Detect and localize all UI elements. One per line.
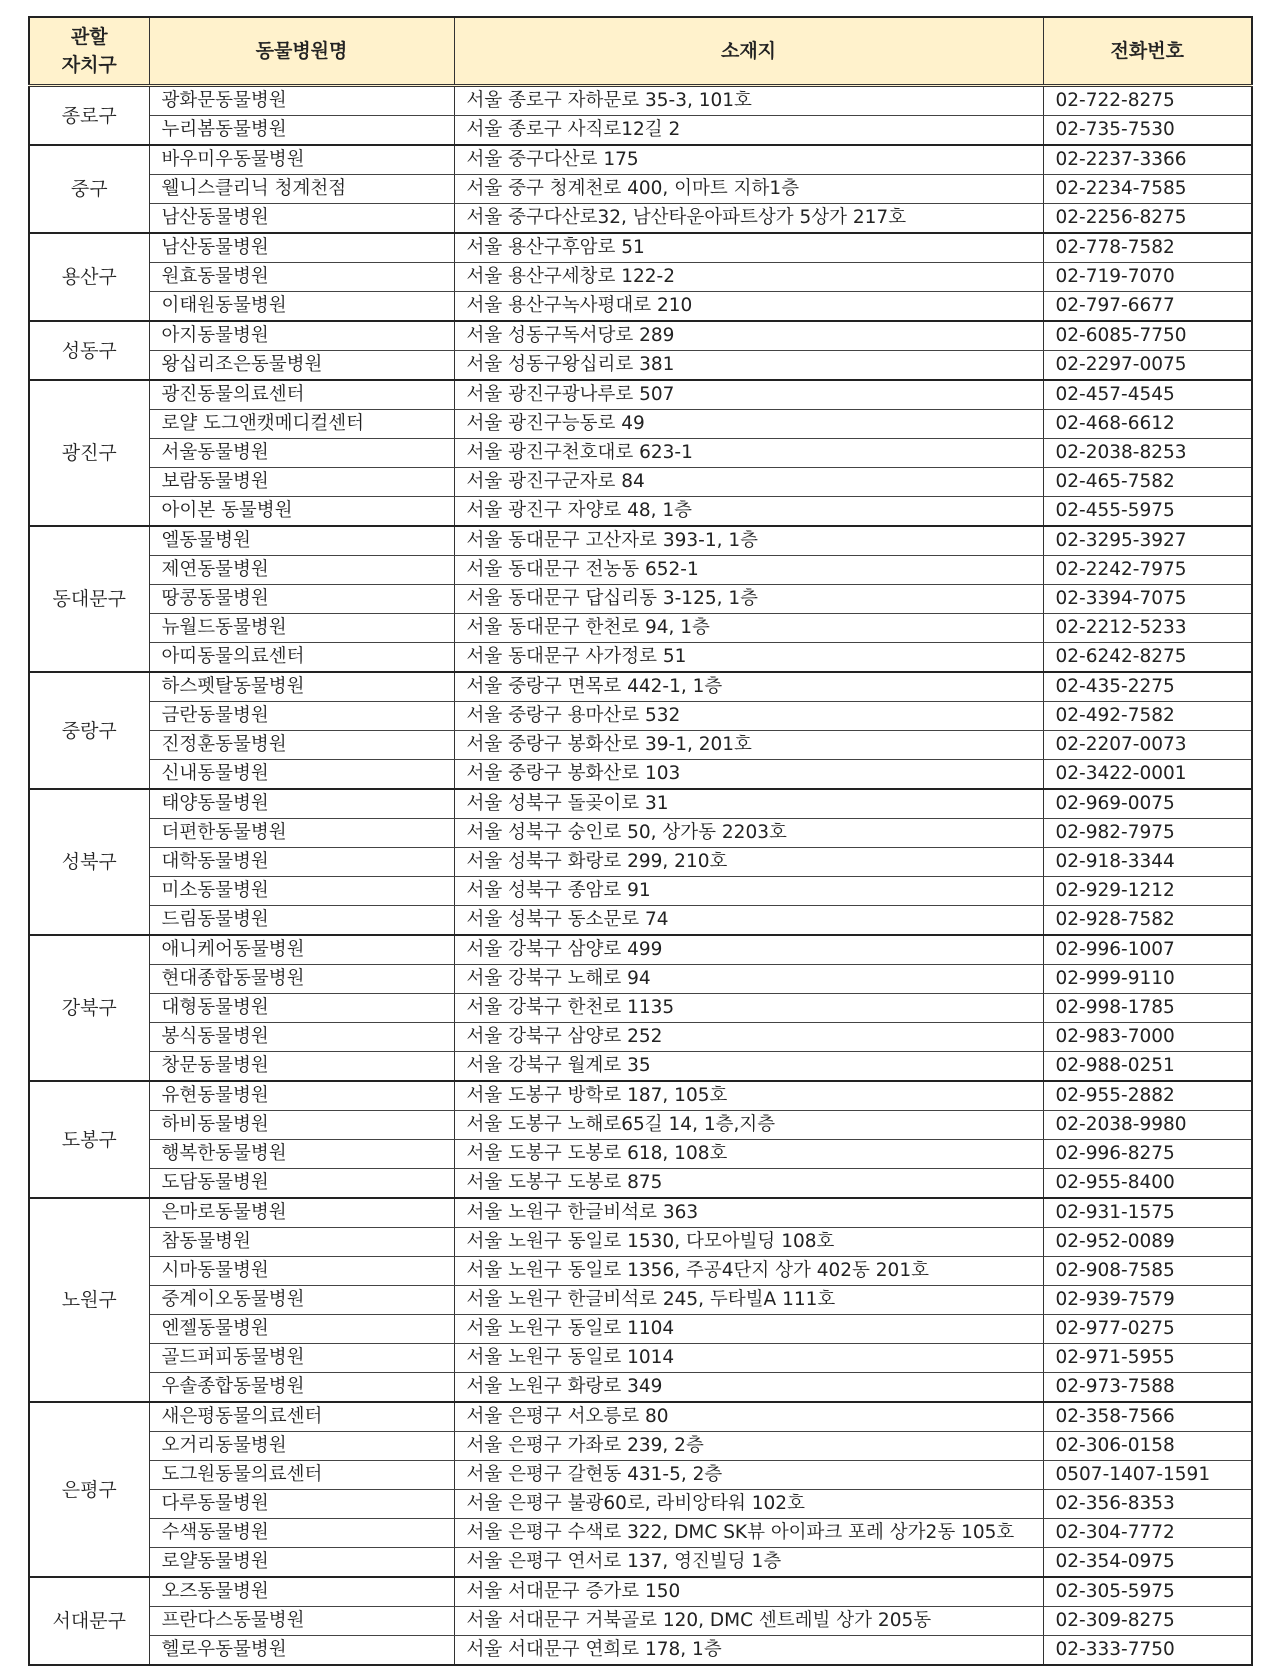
address-cell: 서울 성북구 돌곶이로 31 [454, 789, 1043, 819]
address-cell: 서울 용산구세창로 122-2 [454, 263, 1043, 292]
address-cell: 서울 성동구왕십리로 381 [454, 351, 1043, 381]
address-cell: 서울 중랑구 봉화산로 103 [454, 760, 1043, 790]
phone-cell: 02-969-0075 [1043, 789, 1252, 819]
phone-cell: 02-468-6612 [1043, 410, 1252, 439]
hospital-name-cell: 로얄동물병원 [149, 1548, 454, 1578]
table-row [29, 702, 1252, 731]
address-cell: 서울 성북구 화랑로 299, 210호 [454, 848, 1043, 877]
phone-cell: 02-356-8353 [1043, 1490, 1252, 1519]
address-cell: 서울 성북구 숭인로 50, 상가동 2203호 [454, 819, 1043, 848]
animal-hospital-table [28, 16, 1253, 1666]
table-row [29, 1023, 1252, 1052]
address-cell: 서울 동대문구 한천로 94, 1층 [454, 614, 1043, 643]
hospital-name-cell: 오거리동물병원 [149, 1432, 454, 1461]
table-row [29, 439, 1252, 468]
hospital-name-cell: 유현동물병원 [149, 1081, 454, 1111]
phone-cell: 02-797-6677 [1043, 292, 1252, 322]
table-row [29, 351, 1252, 381]
address-cell: 서울 노원구 한글비석로 363 [454, 1198, 1043, 1228]
phone-cell: 02-998-1785 [1043, 994, 1252, 1023]
hospital-name-cell: 보람동물병원 [149, 468, 454, 497]
district-cell: 강북구 [29, 935, 149, 1081]
phone-cell: 02-6085-7750 [1043, 321, 1252, 351]
table-row [29, 468, 1252, 497]
hospital-name-cell: 미소동물병원 [149, 877, 454, 906]
phone-cell: 02-305-5975 [1043, 1577, 1252, 1607]
address-cell: 서울 성북구 종암로 91 [454, 877, 1043, 906]
table-row [29, 233, 1252, 263]
hospital-name-cell: 땅콩동물병원 [149, 585, 454, 614]
district-cell: 동대문구 [29, 526, 149, 672]
phone-cell: 02-2242-7975 [1043, 556, 1252, 585]
district-cell: 중구 [29, 145, 149, 233]
address-cell: 서울 동대문구 전농동 652-1 [454, 556, 1043, 585]
address-cell: 서울 광진구군자로 84 [454, 468, 1043, 497]
hospital-name-cell: 남산동물병원 [149, 204, 454, 234]
address-cell: 서울 서대문구 거북골로 120, DMC 센트레빌 상가 205동 [454, 1607, 1043, 1636]
table-row [29, 556, 1252, 585]
table-row [29, 497, 1252, 527]
district-cell: 서대문구 [29, 1577, 149, 1665]
address-cell: 서울 광진구광나루로 507 [454, 380, 1043, 410]
table-row [29, 1432, 1252, 1461]
phone-cell: 02-304-7772 [1043, 1519, 1252, 1548]
phone-cell: 02-722-8275 [1043, 86, 1252, 116]
table-row [29, 292, 1252, 322]
phone-cell: 02-6242-8275 [1043, 643, 1252, 673]
phone-cell: 02-778-7582 [1043, 233, 1252, 263]
district-cell: 은평구 [29, 1402, 149, 1577]
table-row [29, 1607, 1252, 1636]
address-cell: 서울 중랑구 면목로 442-1, 1층 [454, 672, 1043, 702]
hospital-name-cell: 은마로동물병원 [149, 1198, 454, 1228]
address-cell: 서울 강북구 한천로 1135 [454, 994, 1043, 1023]
hospital-name-cell: 현대종합동물병원 [149, 965, 454, 994]
address-cell: 서울 강북구 월계로 35 [454, 1052, 1043, 1082]
phone-cell: 02-354-0975 [1043, 1548, 1252, 1578]
address-cell: 서울 노원구 화랑로 349 [454, 1373, 1043, 1403]
header-row [29, 17, 1252, 86]
hospital-name-cell: 광화문동물병원 [149, 86, 454, 116]
hospital-name-cell: 바우미우동물병원 [149, 145, 454, 175]
header-hospital-name: 동물병원명 [149, 17, 454, 86]
table-row [29, 848, 1252, 877]
table-row [29, 1519, 1252, 1548]
address-cell: 서울 성북구 동소문로 74 [454, 906, 1043, 936]
address-cell: 서울 용산구녹사평대로 210 [454, 292, 1043, 322]
hospital-name-cell: 엘동물병원 [149, 526, 454, 556]
hospital-name-cell: 시마동물병원 [149, 1257, 454, 1286]
table-row [29, 1344, 1252, 1373]
address-cell: 서울 성동구독서당로 289 [454, 321, 1043, 351]
table-row [29, 1286, 1252, 1315]
hospital-name-cell: 진정훈동물병원 [149, 731, 454, 760]
address-cell: 서울 은평구 수색로 322, DMC SK뷰 아이파크 포레 상가2동 105호 [454, 1519, 1043, 1548]
table-row [29, 1402, 1252, 1432]
address-cell: 서울 중구다산로 175 [454, 145, 1043, 175]
hospital-name-cell: 원효동물병원 [149, 263, 454, 292]
district-cell: 성북구 [29, 789, 149, 935]
table-row [29, 175, 1252, 204]
table-row [29, 965, 1252, 994]
phone-cell: 02-333-7750 [1043, 1636, 1252, 1666]
table-row [29, 819, 1252, 848]
address-cell: 서울 노원구 동일로 1014 [454, 1344, 1043, 1373]
address-cell: 서울 종로구 자하문로 35-3, 101호 [454, 86, 1043, 116]
address-cell: 서울 노원구 동일로 1530, 다모아빌딩 108호 [454, 1228, 1043, 1257]
address-cell: 서울 광진구능동로 49 [454, 410, 1043, 439]
district-cell: 중랑구 [29, 672, 149, 789]
hospital-name-cell: 아띠동물의료센터 [149, 643, 454, 673]
hospital-name-cell: 대학동물병원 [149, 848, 454, 877]
hospital-name-cell: 새은평동물의료센터 [149, 1402, 454, 1432]
address-cell: 서울 광진구 자양로 48, 1층 [454, 497, 1043, 527]
address-cell: 서울 용산구후암로 51 [454, 233, 1043, 263]
table-row [29, 672, 1252, 702]
address-cell: 서울 동대문구 사가정로 51 [454, 643, 1043, 673]
hospital-name-cell: 뉴월드동물병원 [149, 614, 454, 643]
phone-cell: 02-465-7582 [1043, 468, 1252, 497]
phone-cell: 02-955-2882 [1043, 1081, 1252, 1111]
phone-cell: 02-492-7582 [1043, 702, 1252, 731]
hospital-name-cell: 수색동물병원 [149, 1519, 454, 1548]
hospital-name-cell: 하스펫탈동물병원 [149, 672, 454, 702]
phone-cell: 02-358-7566 [1043, 1402, 1252, 1432]
table-row [29, 321, 1252, 351]
table-row [29, 1081, 1252, 1111]
address-cell: 서울 중랑구 봉화산로 39-1, 201호 [454, 731, 1043, 760]
phone-cell: 02-719-7070 [1043, 263, 1252, 292]
phone-cell: 02-3394-7075 [1043, 585, 1252, 614]
district-cell: 용산구 [29, 233, 149, 321]
hospital-name-cell: 이태원동물병원 [149, 292, 454, 322]
table-row [29, 1169, 1252, 1199]
phone-cell: 02-2207-0073 [1043, 731, 1252, 760]
phone-cell: 02-306-0158 [1043, 1432, 1252, 1461]
table-body [29, 86, 1252, 1666]
phone-cell: 02-735-7530 [1043, 116, 1252, 146]
hospital-name-cell: 서울동물병원 [149, 439, 454, 468]
phone-cell: 02-457-4545 [1043, 380, 1252, 410]
address-cell: 서울 강북구 삼양로 252 [454, 1023, 1043, 1052]
address-cell: 서울 중랑구 용마산로 532 [454, 702, 1043, 731]
table-row [29, 1257, 1252, 1286]
hospital-table-wrapper [28, 16, 1253, 1666]
address-cell: 서울 노원구 동일로 1356, 주공4단지 상가 402동 201호 [454, 1257, 1043, 1286]
header-district: 관할 자치구 [29, 17, 149, 86]
table-row [29, 1461, 1252, 1490]
phone-cell: 02-977-0275 [1043, 1315, 1252, 1344]
hospital-name-cell: 더편한동물병원 [149, 819, 454, 848]
phone-cell: 02-955-8400 [1043, 1169, 1252, 1199]
table-row [29, 1228, 1252, 1257]
table-row [29, 1111, 1252, 1140]
hospital-name-cell: 골드퍼피동물병원 [149, 1344, 454, 1373]
table-header [29, 17, 1252, 86]
hospital-name-cell: 도담동물병원 [149, 1169, 454, 1199]
phone-cell: 02-435-2275 [1043, 672, 1252, 702]
phone-cell: 02-973-7588 [1043, 1373, 1252, 1403]
header-phone: 전화번호 [1043, 17, 1252, 86]
table-row [29, 204, 1252, 234]
hospital-name-cell: 헬로우동물병원 [149, 1636, 454, 1666]
table-row [29, 1636, 1252, 1666]
header-address: 소재지 [454, 17, 1043, 86]
hospital-name-cell: 중계이오동물병원 [149, 1286, 454, 1315]
address-cell: 서울 강북구 노해로 94 [454, 965, 1043, 994]
phone-cell: 02-3422-0001 [1043, 760, 1252, 790]
table-row [29, 1490, 1252, 1519]
address-cell: 서울 도봉구 노해로65길 14, 1층,지층 [454, 1111, 1043, 1140]
hospital-name-cell: 도그원동물의료센터 [149, 1461, 454, 1490]
phone-cell: 02-2234-7585 [1043, 175, 1252, 204]
hospital-name-cell: 프란다스동물병원 [149, 1607, 454, 1636]
phone-cell: 02-455-5975 [1043, 497, 1252, 527]
address-cell: 서울 도봉구 도봉로 875 [454, 1169, 1043, 1199]
address-cell: 서울 동대문구 고산자로 393-1, 1층 [454, 526, 1043, 556]
hospital-name-cell: 아이본 동물병원 [149, 497, 454, 527]
phone-cell: 02-928-7582 [1043, 906, 1252, 936]
table-row [29, 760, 1252, 790]
table-row [29, 1577, 1252, 1607]
table-row [29, 731, 1252, 760]
address-cell: 서울 도봉구 도봉로 618, 108호 [454, 1140, 1043, 1169]
hospital-name-cell: 드림동물병원 [149, 906, 454, 936]
hospital-name-cell: 아지동물병원 [149, 321, 454, 351]
hospital-name-cell: 행복한동물병원 [149, 1140, 454, 1169]
table-row [29, 1198, 1252, 1228]
hospital-name-cell: 참동물병원 [149, 1228, 454, 1257]
hospital-name-cell: 신내동물병원 [149, 760, 454, 790]
phone-cell: 02-988-0251 [1043, 1052, 1252, 1082]
phone-cell: 02-2212-5233 [1043, 614, 1252, 643]
phone-cell: 02-999-9110 [1043, 965, 1252, 994]
district-cell: 광진구 [29, 380, 149, 526]
address-cell: 서울 광진구천호대로 623-1 [454, 439, 1043, 468]
phone-cell: 02-939-7579 [1043, 1286, 1252, 1315]
address-cell: 서울 은평구 갈현동 431-5, 2층 [454, 1461, 1043, 1490]
address-cell: 서울 서대문구 연희로 178, 1층 [454, 1636, 1043, 1666]
hospital-name-cell: 광진동물의료센터 [149, 380, 454, 410]
hospital-name-cell: 봉식동물병원 [149, 1023, 454, 1052]
table-row [29, 935, 1252, 965]
address-cell: 서울 도봉구 방학로 187, 105호 [454, 1081, 1043, 1111]
hospital-name-cell: 오즈동물병원 [149, 1577, 454, 1607]
address-cell: 서울 강북구 삼양로 499 [454, 935, 1043, 965]
hospital-name-cell: 태양동물병원 [149, 789, 454, 819]
hospital-name-cell: 제연동물병원 [149, 556, 454, 585]
table-row [29, 1548, 1252, 1578]
address-cell: 서울 노원구 동일로 1104 [454, 1315, 1043, 1344]
phone-cell: 02-309-8275 [1043, 1607, 1252, 1636]
table-row [29, 643, 1252, 673]
address-cell: 서울 중구 청계천로 400, 이마트 지하1층 [454, 175, 1043, 204]
hospital-name-cell: 하비동물병원 [149, 1111, 454, 1140]
phone-cell: 02-2237-3366 [1043, 145, 1252, 175]
hospital-name-cell: 우솔종합동물병원 [149, 1373, 454, 1403]
table-row [29, 86, 1252, 116]
phone-cell: 02-2256-8275 [1043, 204, 1252, 234]
hospital-name-cell: 로얄 도그앤캣메디컬센터 [149, 410, 454, 439]
phone-cell: 02-3295-3927 [1043, 526, 1252, 556]
address-cell: 서울 서대문구 증가로 150 [454, 1577, 1043, 1607]
address-cell: 서울 은평구 서오릉로 80 [454, 1402, 1043, 1432]
phone-cell: 02-971-5955 [1043, 1344, 1252, 1373]
hospital-name-cell: 남산동물병원 [149, 233, 454, 263]
table-row [29, 1140, 1252, 1169]
district-cell: 노원구 [29, 1198, 149, 1402]
phone-cell: 02-908-7585 [1043, 1257, 1252, 1286]
table-row [29, 263, 1252, 292]
table-row [29, 1315, 1252, 1344]
table-row [29, 380, 1252, 410]
phone-cell: 02-983-7000 [1043, 1023, 1252, 1052]
table-row [29, 145, 1252, 175]
hospital-name-cell: 창문동물병원 [149, 1052, 454, 1082]
phone-cell: 02-931-1575 [1043, 1198, 1252, 1228]
address-cell: 서울 은평구 불광60로, 라비앙타워 102호 [454, 1490, 1043, 1519]
address-cell: 서울 은평구 연서로 137, 영진빌딩 1층 [454, 1548, 1043, 1578]
address-cell: 서울 은평구 가좌로 239, 2층 [454, 1432, 1043, 1461]
hospital-name-cell: 왕십리조은동물병원 [149, 351, 454, 381]
phone-cell: 02-918-3344 [1043, 848, 1252, 877]
table-row [29, 585, 1252, 614]
hospital-name-cell: 다루동물병원 [149, 1490, 454, 1519]
hospital-name-cell: 금란동물병원 [149, 702, 454, 731]
district-cell: 성동구 [29, 321, 149, 380]
table-row [29, 1373, 1252, 1403]
table-row [29, 614, 1252, 643]
hospital-name-cell: 웰니스클리닉 청계천점 [149, 175, 454, 204]
district-cell: 도봉구 [29, 1081, 149, 1198]
hospital-name-cell: 엔젤동물병원 [149, 1315, 454, 1344]
district-cell: 종로구 [29, 86, 149, 146]
table-row [29, 789, 1252, 819]
table-row [29, 526, 1252, 556]
phone-cell: 02-996-8275 [1043, 1140, 1252, 1169]
phone-cell: 02-2038-8253 [1043, 439, 1252, 468]
address-cell: 서울 동대문구 답십리동 3-125, 1층 [454, 585, 1043, 614]
address-cell: 서울 노원구 한글비석로 245, 두타빌A 111호 [454, 1286, 1043, 1315]
phone-cell: 02-952-0089 [1043, 1228, 1252, 1257]
address-cell: 서울 중구다산로32, 남산타운아파트상가 5상가 217호 [454, 204, 1043, 234]
hospital-name-cell: 애니케어동물병원 [149, 935, 454, 965]
table-row [29, 994, 1252, 1023]
phone-cell: 0507-1407-1591 [1043, 1461, 1252, 1490]
table-row [29, 116, 1252, 146]
phone-cell: 02-929-1212 [1043, 877, 1252, 906]
table-row [29, 877, 1252, 906]
table-row [29, 1052, 1252, 1082]
phone-cell: 02-2297-0075 [1043, 351, 1252, 381]
hospital-name-cell: 누리봄동물병원 [149, 116, 454, 146]
phone-cell: 02-996-1007 [1043, 935, 1252, 965]
table-row [29, 906, 1252, 936]
hospital-name-cell: 대형동물병원 [149, 994, 454, 1023]
table-row [29, 410, 1252, 439]
phone-cell: 02-982-7975 [1043, 819, 1252, 848]
address-cell: 서울 종로구 사직로12길 2 [454, 116, 1043, 146]
phone-cell: 02-2038-9980 [1043, 1111, 1252, 1140]
